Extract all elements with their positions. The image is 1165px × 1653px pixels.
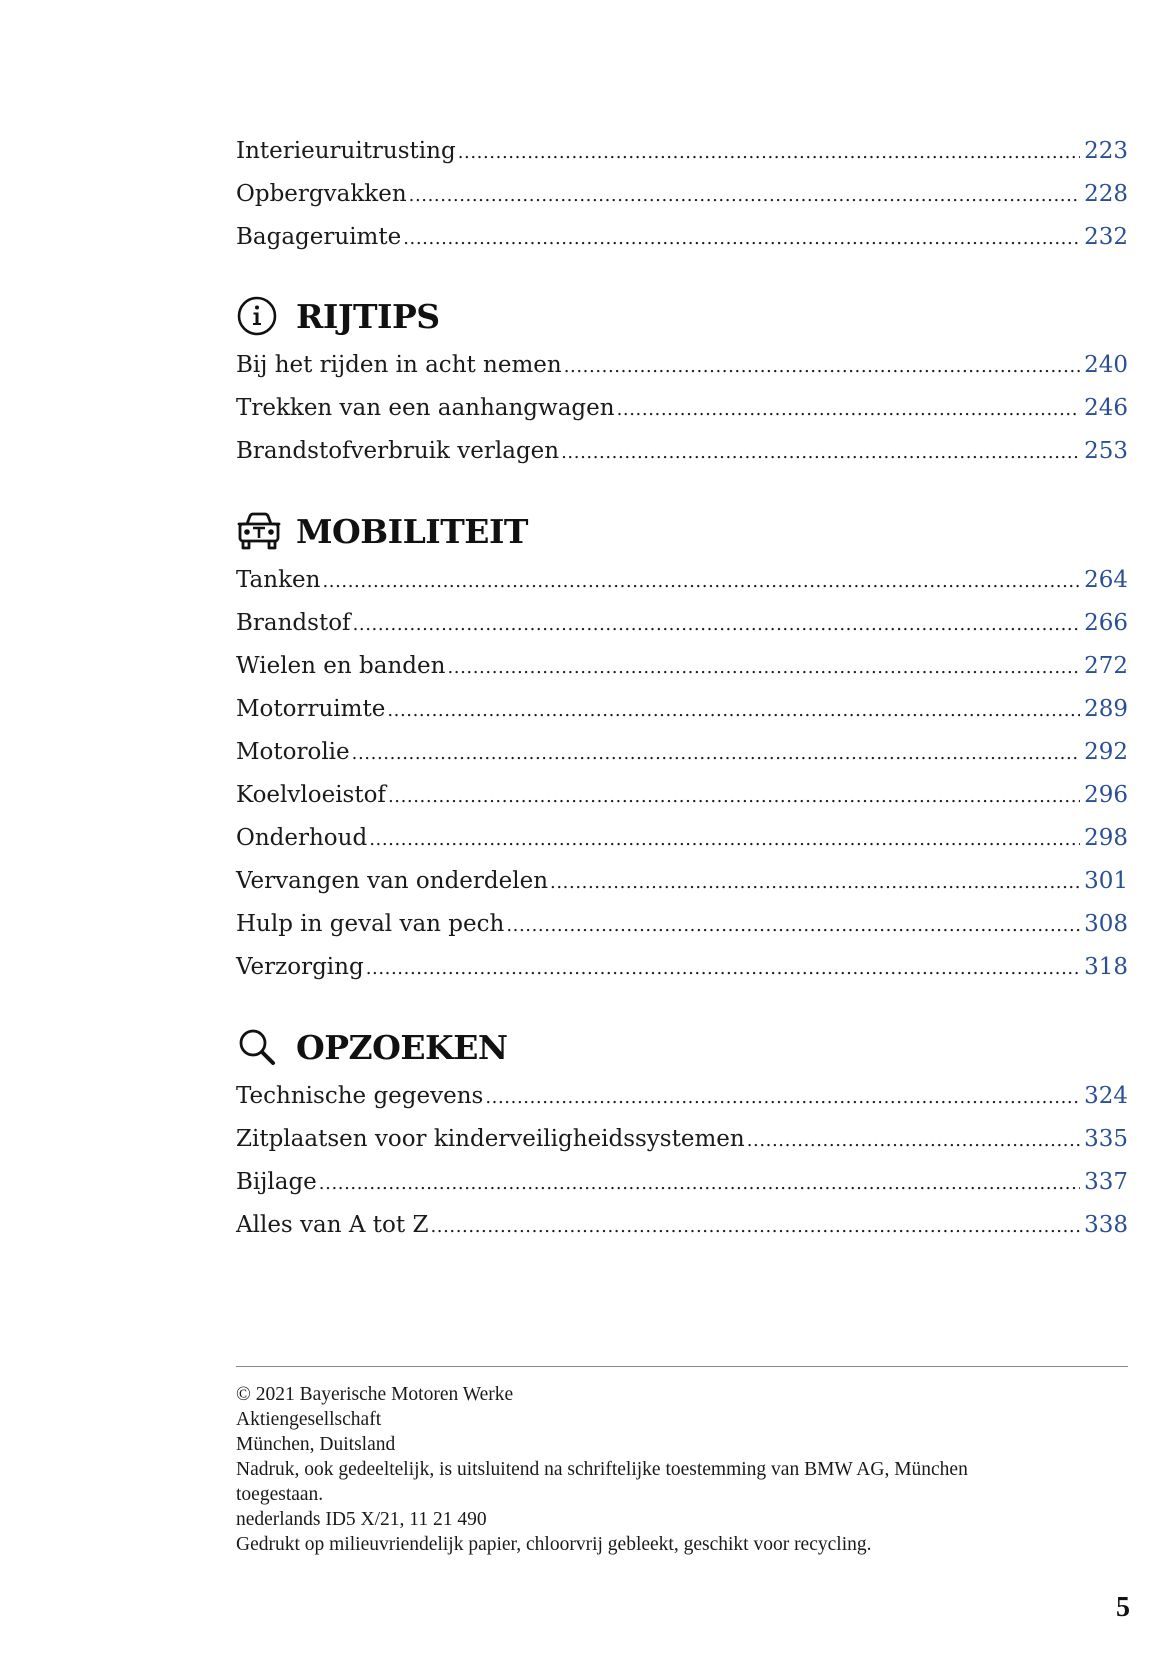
toc-entry-label: Trekken van een aanhangwagen: [236, 395, 615, 421]
toc-entry-label: Onderhoud: [236, 825, 368, 851]
magnifier-icon: [236, 1025, 282, 1069]
toc-entry-label: Bagageruimte: [236, 224, 402, 250]
toc-entry-page[interactable]: 232: [1084, 224, 1128, 250]
toc-entry-page[interactable]: 296: [1084, 782, 1128, 808]
footer-divider: [236, 1366, 1128, 1367]
toc-entry-page[interactable]: 308: [1084, 911, 1128, 937]
dot-leader: [485, 1080, 1080, 1116]
toc-entry-page[interactable]: 223: [1084, 138, 1128, 164]
dot-leader: [617, 392, 1081, 428]
dot-leader: [403, 221, 1080, 257]
toc-entry[interactable]: [236, 906, 1128, 942]
reprint-notice-cont: toegestaan.: [236, 1484, 324, 1505]
paper-notice: Gedrukt op milieuvriendelijk papier, chloorvrij gebleekt, geschikt voor recycling.: [236, 1534, 872, 1555]
toc-entry-label: Wielen en banden: [236, 653, 446, 679]
toc-entry-label: Verzorging: [236, 954, 364, 980]
car-front-icon: [236, 509, 282, 553]
section-heading-rijtips: [236, 294, 440, 338]
toc-entry[interactable]: [236, 949, 1128, 985]
dot-leader: [322, 564, 1080, 600]
dot-leader: [319, 1166, 1080, 1202]
dot-leader: [430, 1209, 1080, 1245]
toc-entry[interactable]: [236, 219, 1128, 255]
toc-entry-label: Opbergvakken: [236, 181, 407, 207]
toc-entry-page[interactable]: 337: [1084, 1169, 1128, 1195]
dot-leader: [352, 736, 1080, 772]
toc-entry-page[interactable]: 289: [1084, 696, 1128, 722]
toc-entry-label: Motorruimte: [236, 696, 386, 722]
dot-leader: [353, 607, 1081, 643]
toc-entry-label: Alles van A tot Z: [236, 1212, 429, 1238]
info-circle-icon: [236, 294, 282, 338]
dot-leader: [447, 650, 1080, 686]
location-line: München, Duitsland: [236, 1434, 396, 1455]
toc-entry[interactable]: [236, 1121, 1128, 1157]
toc-entry-page[interactable]: 246: [1084, 395, 1128, 421]
toc-entry-page[interactable]: 335: [1084, 1126, 1128, 1152]
toc-entry-page[interactable]: 292: [1084, 739, 1128, 765]
toc-entry[interactable]: [236, 605, 1128, 641]
toc-entry-label: Tanken: [236, 567, 321, 593]
page-number: 5: [1116, 1592, 1130, 1623]
toc-entry-page[interactable]: 298: [1084, 825, 1128, 851]
toc-entry-page[interactable]: 240: [1084, 352, 1128, 378]
toc-entry[interactable]: [236, 777, 1128, 813]
toc-entry-page[interactable]: 318: [1084, 954, 1128, 980]
toc-entry[interactable]: [236, 176, 1128, 212]
section-heading-mobiliteit: [236, 509, 528, 553]
toc-entry-page[interactable]: 253: [1084, 438, 1128, 464]
toc-entry-page[interactable]: 272: [1084, 653, 1128, 679]
toc-entry-page[interactable]: 266: [1084, 610, 1128, 636]
toc-entry[interactable]: [236, 562, 1128, 598]
toc-entry-label: Motorolie: [236, 739, 350, 765]
toc-entry-label: Koelvloeistof: [236, 782, 386, 808]
dot-leader: [747, 1123, 1080, 1159]
section-heading-opzoeken: [236, 1025, 508, 1069]
reprint-notice: Nadruk, ook gedeeltelijk, is uitsluitend na schriftelijke toestemming van BMW AG, München: [236, 1459, 968, 1480]
dot-leader: [409, 178, 1080, 214]
toc-entry-page[interactable]: 338: [1084, 1212, 1128, 1238]
section-title: RIJTIPS: [296, 296, 440, 336]
toc-entry-label: Zitplaatsen voor kinderveiligheidssystemen: [236, 1126, 745, 1152]
dot-leader: [458, 135, 1080, 171]
company-line: Aktiengesellschaft: [236, 1409, 382, 1430]
toc-entry-label: Hulp in geval van pech: [236, 911, 505, 937]
dot-leader: [561, 435, 1080, 471]
toc-entry[interactable]: [236, 863, 1128, 899]
toc-entry[interactable]: [236, 734, 1128, 770]
dot-leader: [388, 779, 1080, 815]
toc-entry-label: Vervangen van onderdelen: [236, 868, 549, 894]
toc-entry-label: Technische gegevens: [236, 1083, 484, 1109]
imprint-footer: [236, 1382, 1136, 1557]
dot-leader: [564, 349, 1080, 385]
toc-entry-page[interactable]: 264: [1084, 567, 1128, 593]
toc-entry[interactable]: [236, 133, 1128, 169]
section-title: MOBILITEIT: [296, 511, 528, 551]
toc-entry-label: Brandstofverbruik verlagen: [236, 438, 560, 464]
toc-entry[interactable]: [236, 691, 1128, 727]
dot-leader: [550, 865, 1080, 901]
toc-entry[interactable]: [236, 347, 1128, 383]
toc-entry-label: Brandstof: [236, 610, 351, 636]
dot-leader: [366, 951, 1080, 987]
toc-entry[interactable]: [236, 390, 1128, 426]
toc-entry[interactable]: [236, 1164, 1128, 1200]
dot-leader: [506, 908, 1080, 944]
toc-entry-label: Bijlage: [236, 1169, 317, 1195]
toc-entry[interactable]: [236, 1207, 1128, 1243]
toc-entry-page[interactable]: 301: [1084, 868, 1128, 894]
section-title: OPZOEKEN: [296, 1027, 508, 1067]
edition-id: nederlands ID5 X/21, 11 21 490: [236, 1509, 487, 1530]
toc-entry[interactable]: [236, 648, 1128, 684]
copyright-line: © 2021 Bayerische Motoren Werke: [236, 1384, 514, 1405]
toc-entry-label: Interieuruitrusting: [236, 138, 456, 164]
toc-entry-label: Bij het rijden in acht nemen: [236, 352, 562, 378]
toc-entry[interactable]: [236, 1078, 1128, 1114]
dot-leader: [369, 822, 1080, 858]
dot-leader: [387, 693, 1080, 729]
toc-entry[interactable]: [236, 433, 1128, 469]
toc-entry-page[interactable]: 228: [1084, 181, 1128, 207]
toc-entry-page[interactable]: 324: [1084, 1083, 1128, 1109]
toc-entry[interactable]: [236, 820, 1128, 856]
